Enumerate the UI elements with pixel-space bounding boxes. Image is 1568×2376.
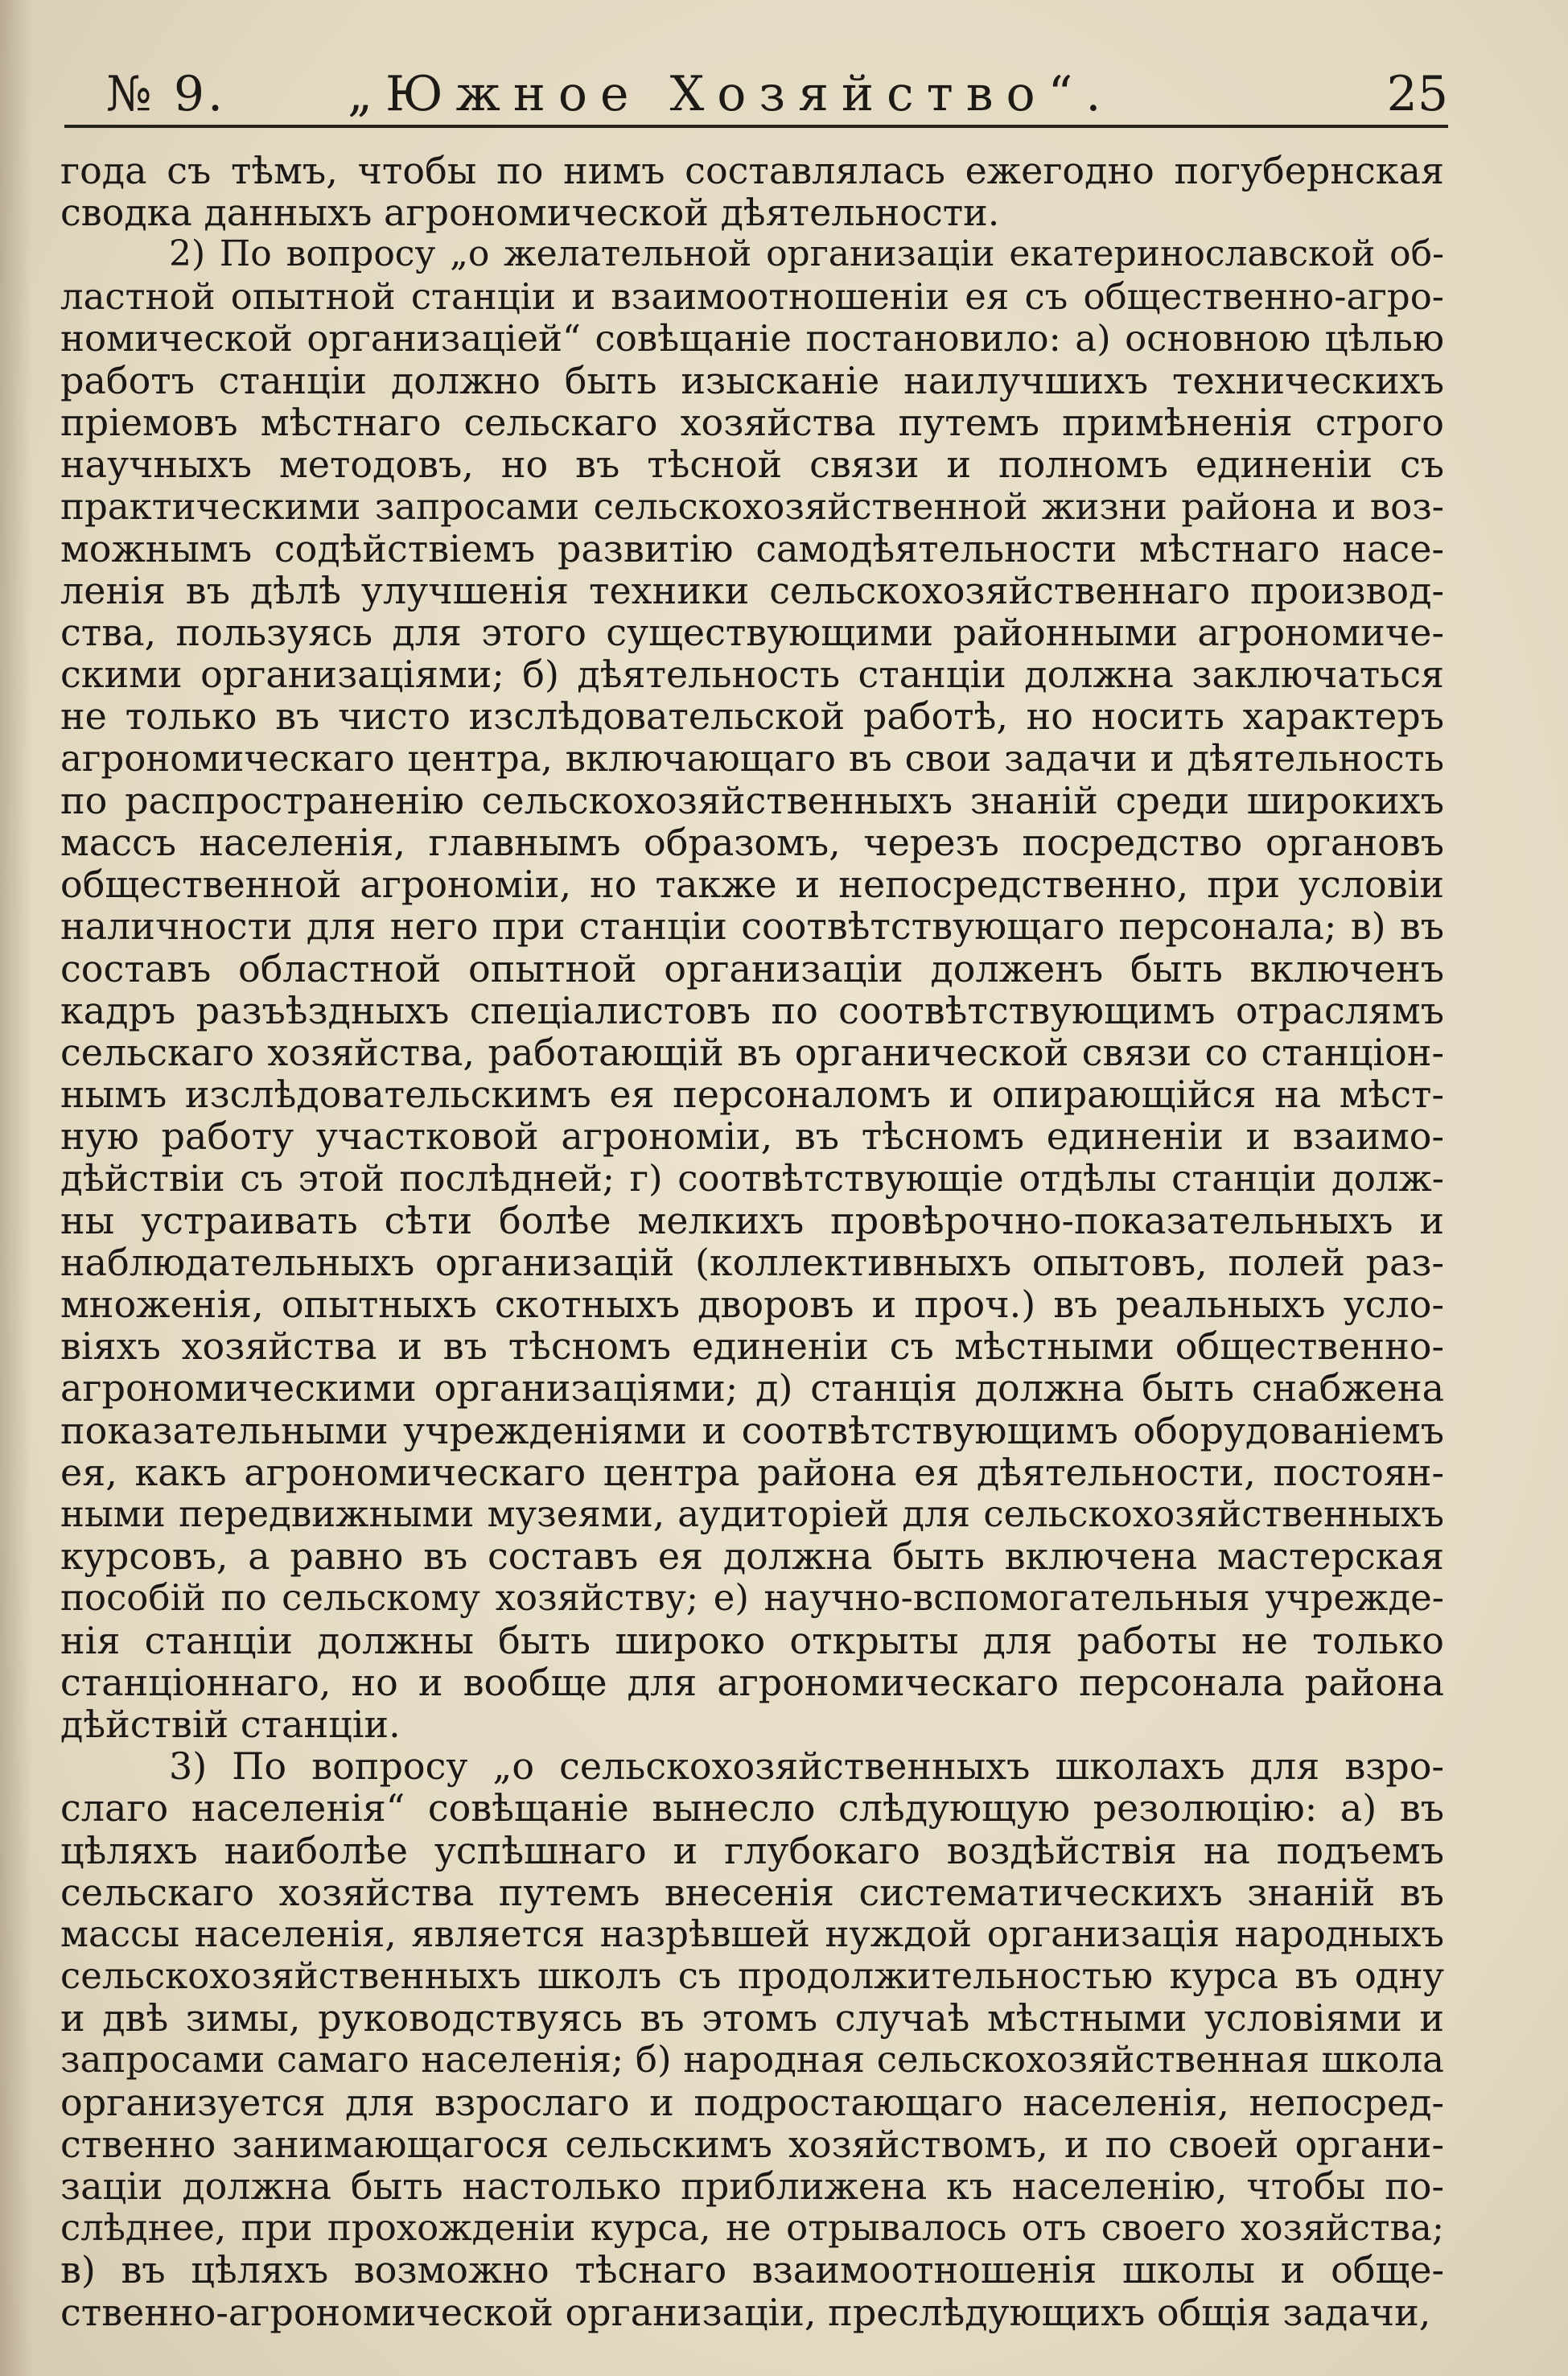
issue-number: № 9.: [106, 66, 227, 122]
header-rule: [64, 125, 1448, 128]
text-line: не только въ чисто изслѣдовательской работѣ, но носить характеръ: [60, 694, 1444, 739]
paragraph: [60, 1745, 1444, 2333]
text-line: ную работу участковой агрономіи, въ тѣсномъ единеніи и взаимо-: [60, 1114, 1444, 1159]
text-line: показательными учрежденіями и соотвѣтствующимъ оборудованіемъ: [60, 1408, 1444, 1452]
text-line: 3) По вопросу „о сельскохозяйственныхъ школахъ для взро-: [169, 1744, 1444, 1789]
text-line: цѣляхъ наиболѣе успѣшнаго и глубокаго воздѣйствія на подъемъ: [60, 1828, 1444, 1872]
text-line: дѣйствій станціи.: [60, 1702, 401, 1746]
text-line: 2) По вопросу „о желательной организаціи екатеринославской об-: [169, 233, 1444, 275]
text-line: организуется для взрослаго и подростающаго населенія, непосред-: [60, 2080, 1444, 2124]
text-line: віяхъ хозяйства и въ тѣсномъ единеніи съ мѣстными общественно-: [60, 1324, 1444, 1369]
paragraph: [60, 233, 1444, 1745]
text-line: наблюдательныхъ организацій (коллективныхъ опытовъ, полей раз-: [60, 1240, 1444, 1284]
text-line: сводка данныхъ агрономической дѣятельности.: [60, 191, 1000, 235]
text-line: в) въ цѣляхъ возможно тѣснаго взаимоотношенія школы и обще-: [60, 2248, 1444, 2292]
article-body: [60, 150, 1444, 2333]
text-line: дѣйствіи съ этой послѣдней; г) соотвѣтствующіе отдѣлы станціи долж-: [60, 1156, 1444, 1200]
text-line: работъ станціи должно быть изысканіе наилучшихъ техническихъ: [60, 358, 1444, 402]
text-line: по распространенію сельскохозяйственныхъ знаній среди широкихъ: [60, 778, 1444, 822]
page-header: [64, 48, 1448, 129]
text-line: сельскаго хозяйства, работающій въ органической связи со станціон-: [60, 1030, 1444, 1074]
text-line: пособій по сельскому хозяйству; е) научно-вспомогательныя учрежде-: [60, 1576, 1444, 1620]
text-line: сельскаго хозяйства путемъ внесенія систематическихъ знаній въ: [60, 1870, 1444, 1914]
page-number: 25: [1386, 66, 1448, 122]
text-line: общественной агрономіи, но также и непосредственно, при условіи: [60, 863, 1444, 907]
paragraph: [60, 150, 1444, 233]
text-line: курсовъ, а равно въ составъ ея должна быть включена мастерская: [60, 1534, 1444, 1579]
text-line: кадръ разъѣздныхъ спеціалистовъ по соотвѣтствующимъ отраслямъ: [60, 988, 1444, 1032]
text-line: станціоннаго, но и вообще для агрономическаго персонала района: [60, 1660, 1444, 1704]
text-line: наличности для него при станціи соотвѣтствующаго персонала; в) въ: [60, 904, 1444, 949]
text-line: номической организаціей“ совѣщаніе постановило: а) основною цѣлью: [60, 316, 1444, 360]
text-line: практическими запросами сельскохозяйственной жизни района и воз-: [60, 484, 1444, 528]
text-line: ея, какъ агрономическаго центра района ея дѣятельности, постоян-: [60, 1450, 1444, 1494]
text-line: нымъ изслѣдовательскимъ ея персоналомъ и опирающійся на мѣст-: [60, 1073, 1444, 1117]
binding-shadow: [0, 0, 32, 2376]
text-line: ства, пользуясь для этого существующими районными агрономиче-: [60, 611, 1444, 655]
text-line: ленія въ дѣлѣ улучшенія техники сельскохозяйственнаго производ-: [60, 568, 1444, 612]
text-line: пріемовъ мѣстнаго сельскаго хозяйства путемъ примѣненія строго: [60, 401, 1444, 445]
text-line: заціи должна быть настолько приближена къ населенію, чтобы по-: [60, 2164, 1444, 2208]
journal-title: „Южное Хозяйство“.: [348, 66, 1114, 122]
text-line: массъ населенія, главнымъ образомъ, черезъ посредство органовъ: [60, 821, 1444, 864]
text-line: можнымъ содѣйствіемъ развитію самодѣятельности мѣстнаго насе-: [60, 526, 1444, 570]
text-line: ственно-агрономической организаціи, преслѣдующихъ общія задачи,: [60, 2290, 1431, 2334]
text-line: нія станціи должны быть широко открыты для работы не только: [60, 1618, 1444, 1662]
text-line: сельскохозяйственныхъ школъ съ продолжительностью курса въ одну: [60, 1954, 1444, 1998]
text-line: ственно занимающагося сельскимъ хозяйствомъ, и по своей органи-: [60, 2122, 1444, 2166]
text-line: ными передвижными музеями, аудиторіей для сельскохозяйственныхъ: [60, 1493, 1444, 1535]
text-line: ны устраивать сѣти болѣе мелкихъ провѣрочно-показательныхъ и: [60, 1198, 1444, 1242]
text-line: скими организаціями; б) дѣятельность станціи должна заключаться: [60, 653, 1444, 697]
text-line: года съ тѣмъ, чтобы по нимъ составлялась ежегодно погубернская: [60, 149, 1444, 192]
text-line: агрономическаго центра, включающаго въ свои задачи и дѣятельность: [60, 736, 1444, 780]
text-line: ластной опытной станціи и взаимоотношеніи ея съ общественно-агро-: [60, 274, 1444, 318]
text-line: слаго населенія“ совѣщаніе вынесло слѣдующую резолюцію: а) въ: [60, 1786, 1444, 1830]
text-line: слѣднее, при прохожденіи курса, не отрывалось отъ своего хозяйства;: [60, 2206, 1444, 2250]
text-line: запросами самаго населенія; б) народная сельскохозяйственная школа: [60, 2038, 1444, 2082]
text-line: научныхъ методовъ, но въ тѣсной связи и полномъ единеніи съ: [60, 443, 1444, 487]
text-line: множенія, опытныхъ скотныхъ дворовъ и проч.) въ реальныхъ усло-: [60, 1283, 1444, 1327]
text-line: агрономическими организаціями; д) станція должна быть снабжена: [60, 1366, 1444, 1410]
text-line: и двѣ зимы, руководствуясь въ этомъ случаѣ мѣстными условіями и: [60, 1996, 1444, 2040]
text-line: составъ областной опытной организаціи долженъ быть включенъ: [60, 946, 1444, 990]
text-line: массы населенія, является назрѣвшей нуждой организація народныхъ: [60, 1912, 1444, 1955]
